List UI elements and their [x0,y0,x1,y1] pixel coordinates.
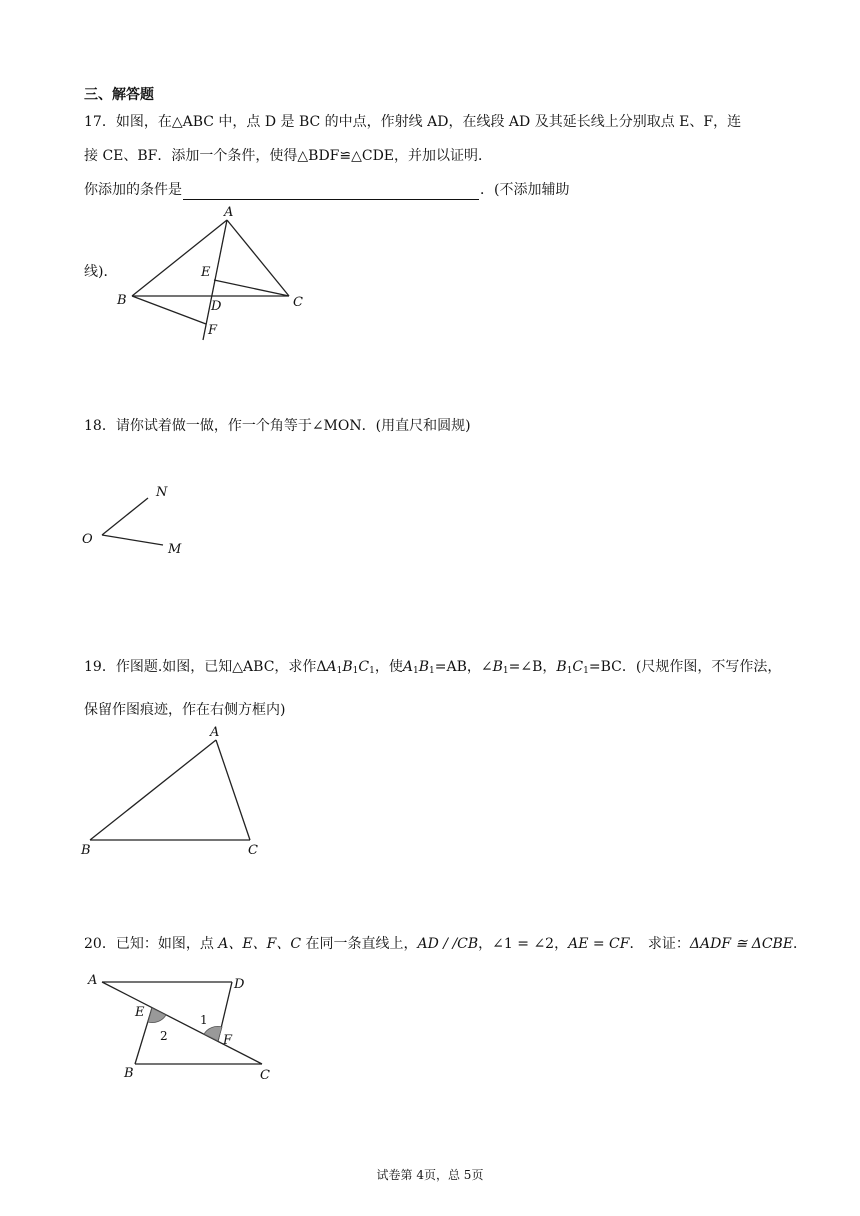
q19-line1 [84,657,781,681]
q20-part1: 20．已知：如图，点 [84,936,214,952]
q18-label-o: O [82,532,93,547]
q20-figure [80,962,280,1082]
q17-figure [110,200,320,345]
q19-sub: 1 [412,666,419,676]
q20-label-e: E [135,1005,145,1020]
q17-label-a: A [224,205,234,220]
q19-b1: B [418,659,430,675]
q18-figure [72,480,202,565]
q19-part1: 19．作图题.如图，已知△ABC，求作Δ [84,659,327,675]
page-footer: 试卷第 4页，总 5页 [376,1168,484,1182]
q20-cond3: AE = CF [568,936,630,952]
q20-points: A、E、F、C [218,936,302,952]
q19-label-b: B [81,843,91,858]
q20-goal: ΔADF ≅ ΔCBE [689,936,794,952]
q20-seg-ac [102,982,262,1064]
q20-part2: 在同一条直线上， [305,936,418,952]
q19-seg-ab [90,740,216,840]
q17-label-f: F [208,323,218,338]
q19-b1: B [556,659,567,675]
q17-label-e: E [201,265,211,280]
q19-part3: =AB，∠ [434,659,493,675]
q19-sub: 1 [352,666,359,676]
q19-sub: 1 [429,666,435,676]
q20-part3: ． 求证： [629,936,690,952]
q20-cond2: ∠1 = ∠2 [492,936,555,952]
q20-label-angle-1: 1 [200,1013,208,1027]
q20-comma: ， [554,936,569,952]
q17-line3 [84,180,569,200]
q20-label-a: A [88,973,98,988]
section-title: 三、解答题 [84,87,154,103]
q19-part5: =BC．(尺规作图，不写作法， [588,659,782,675]
q17-answer-prefix: 你添加的条件是 [84,182,182,198]
q19-tri-c: C [358,659,370,675]
q19-seg-ac [216,740,250,840]
q19-sub: 1 [502,666,509,676]
q19-sub: 1 [583,666,589,676]
q18-ray-om [102,535,163,545]
q17-label-d: D [211,299,222,314]
q17-line4: 线)． [84,264,118,280]
q18-ray-on [102,498,148,535]
q17-label-b: B [117,293,127,308]
q19-line2: 保留作图痕迹，作在右侧方框内) [84,702,286,718]
q17-seg-bf [132,296,206,324]
q20-cond1: AD / /CB [417,936,479,952]
q20-label-f: F [223,1033,233,1048]
q20-angle-1-arc [204,1026,222,1041]
q20-label-b: B [124,1066,134,1081]
q19-figure [72,722,272,862]
q17-answer-suffix: ．(不添加辅助 [480,182,570,198]
q19-sub: 1 [369,666,375,676]
q20-comma: ， [478,936,493,952]
q20-label-d: D [234,977,245,992]
q19-part4: =∠B， [508,659,557,675]
q17-label-c: C [293,295,303,310]
q20-label-angle-2: 2 [160,1029,168,1043]
q17-seg-ab [132,220,227,296]
q20-label-c: C [260,1068,270,1082]
q19-a1: A [402,659,413,675]
q18-text: 18．请你试着做一做，作一个角等于∠MON．(用直尺和圆规) [84,418,471,434]
q19-sub: 1 [336,666,343,676]
q19-c1: C [572,659,584,675]
q19-b1: B [492,659,503,675]
q19-tri-a: A [326,659,337,675]
q19-label-c: C [248,843,258,858]
q20-part4: ． [793,936,808,952]
q20-line1 [84,934,807,954]
q19-part2: ，使 [374,659,403,675]
q18-label-m: M [168,542,182,557]
q18-label-n: N [156,485,168,500]
q19-sub: 1 [566,666,573,676]
q19-tri-b: B [342,659,353,675]
q17-line1: 17．如图，在△ABC 中，点 D 是 BC 的中点，作射线 AD，在线段 AD 及其延长线上分别取点 E、F，连 [84,114,742,130]
q17-line2: 接 CE、BF．添加一个条件，使得△BDF≌△CDE，并加以证明． [84,148,493,164]
q19-label-a: A [210,725,220,740]
q17-answer-blank[interactable] [183,185,479,200]
